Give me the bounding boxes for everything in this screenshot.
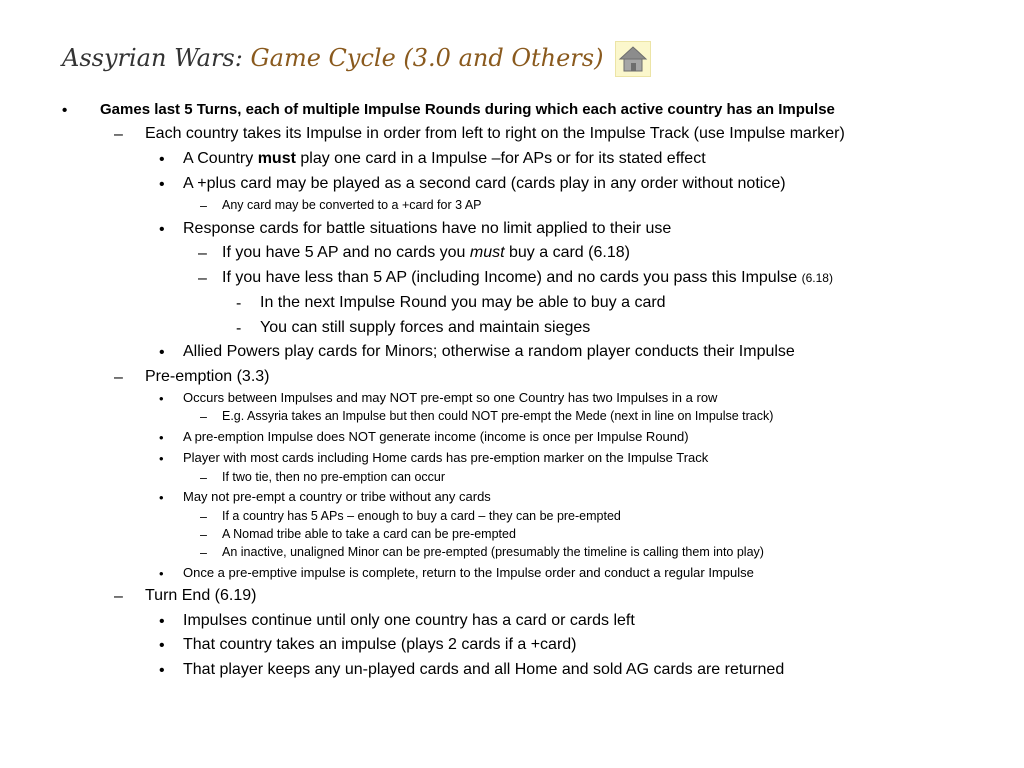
- outline-item-20: A Nomad tribe able to take a card can be pre-empted: [222, 527, 516, 541]
- bullet: –: [198, 245, 207, 262]
- bullet: –: [114, 588, 123, 605]
- outline-item-19: If a country has 5 APs – enough to buy a card – they can be pre-empted: [222, 509, 621, 523]
- bullet: -: [236, 295, 242, 312]
- bullet: –: [200, 471, 207, 485]
- title-main: Game Cycle (3.0 and Others): [250, 44, 604, 72]
- bullet: •: [159, 662, 165, 679]
- outline-item-7-italic: must: [469, 244, 505, 261]
- bullet: -: [236, 320, 242, 337]
- bullet: –: [200, 510, 207, 524]
- outline-item-26: That player keeps any un-played cards and all Home and sold AG cards are returned: [183, 661, 785, 678]
- outline-item-8-main: If you have less than 5 AP (including Income) and no cards you pass this Impulse: [222, 269, 802, 286]
- bullet: •: [159, 566, 164, 581]
- outline-item-5: Any card may be converted to a +card for 3 AP: [222, 198, 482, 212]
- bullet: •: [159, 151, 165, 168]
- bullet: –: [114, 126, 123, 143]
- bullet: –: [114, 369, 123, 386]
- outline-item-7: [222, 245, 630, 261]
- outline-item-3-pre: A Country: [183, 150, 258, 167]
- outline-item-25: That country takes an impulse (plays 2 cards if a +card): [183, 636, 577, 653]
- bullet: –: [200, 546, 207, 560]
- outline-item-7-pre: If you have 5 AP and no cards you: [222, 244, 470, 261]
- outline-item-24: Impulses continue until only one country has a card or cards left: [183, 612, 635, 629]
- bullet: •: [159, 451, 164, 466]
- home-icon: [616, 42, 650, 76]
- outline-item-9: In the next Impulse Round you may be able to buy a card: [260, 294, 666, 311]
- outline-item-7-post: buy a card (6.18): [504, 244, 630, 261]
- outline-item-22: Once a pre-emptive impulse is complete, return to the Impulse order and conduct a regular Impulse: [183, 565, 754, 580]
- bullet: •: [159, 221, 165, 238]
- bullet: •: [159, 490, 164, 505]
- outline-item-2: Each country takes its Impulse in order from left to right on the Impulse Track (use Impulse marker): [145, 125, 845, 142]
- outline-item-13: Occurs between Impulses and may NOT pre-empt so one Country has two Impulses in a row: [183, 390, 718, 405]
- bullet: •: [159, 637, 165, 654]
- outline-item-15: A pre-emption Impulse does NOT generate income (income is once per Impulse Round): [183, 429, 689, 444]
- bullet: –: [200, 199, 207, 213]
- bullet: –: [198, 270, 207, 287]
- outline-item-6: Response cards for battle situations have no limit applied to their use: [183, 220, 672, 237]
- page-title: [62, 44, 603, 72]
- outline-item-14: E.g. Assyria takes an Impulse but then could NOT pre-empt the Mede (next in line on Impulse track): [222, 409, 774, 423]
- outline-item-3: [183, 151, 706, 167]
- outline-item-3-post: play one card in a Impulse –for APs or for its stated effect: [295, 150, 706, 167]
- outline-item-4: A +plus card may be played as a second card (cards play in any order without notice): [183, 175, 786, 192]
- bullet: •: [159, 613, 165, 630]
- bullet: •: [159, 176, 165, 193]
- outline-item-12: Pre-emption (3.3): [145, 368, 270, 385]
- bullet: •: [159, 344, 165, 361]
- outline-item-23: Turn End (6.19): [145, 587, 257, 604]
- outline-item-10: You can still supply forces and maintain sieges: [260, 319, 591, 336]
- bullet: –: [200, 410, 207, 424]
- outline-item-8: [222, 270, 833, 286]
- bullet: •: [159, 430, 164, 445]
- bullet: •: [62, 102, 68, 119]
- outline-item-16: Player with most cards including Home cards has pre-emption marker on the Impulse Track: [183, 450, 709, 465]
- outline-item-3-bold: must: [257, 150, 296, 167]
- home-button[interactable]: [615, 41, 651, 77]
- outline-item-18: May not pre-empt a country or tribe without any cards: [183, 489, 491, 504]
- bullet: •: [159, 391, 164, 406]
- outline-item-21: An inactive, unaligned Minor can be pre-empted (presumably the timeline is calling them into play): [222, 545, 764, 559]
- outline-item-8-ref: (6.18): [801, 271, 833, 285]
- bullet: –: [200, 528, 207, 542]
- outline-item-17: If two tie, then no pre-emption can occur: [222, 470, 446, 484]
- title-prefix: Assyrian Wars:: [62, 44, 251, 72]
- outline-item-1: Games last 5 Turns, each of multiple Impulse Rounds during which each active country has an Impulse: [100, 101, 835, 118]
- outline-item-11: Allied Powers play cards for Minors; otherwise a random player conducts their Impulse: [183, 343, 795, 360]
